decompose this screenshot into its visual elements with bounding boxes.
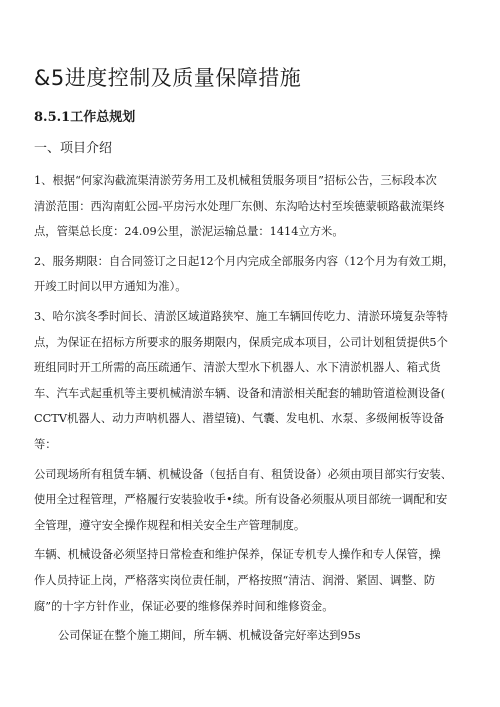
text-line: 车、汽车式起重机等主要机械清淤车辆、设备和清淤相关配套的辅助管道检测设备( [34,386,446,400]
text-line: 车辆、机械设备必须坚持日常检查和维护保养，保证专机专人操作和专人保管，操 [34,548,441,562]
text-line: 等： [34,437,57,451]
section-subheading: 8.5.1工作总规划 [34,110,136,125]
text-line: 作人员持证上岗，严格落实岗位责任制，严格按照“清洁、润滑、紧固、调整、防 [34,573,436,587]
text-line: 开竣工时间以甲方通知为准）。 [34,280,187,294]
text-line: 点，管渠总长度：24.09公里，淤泥运输总量：1414立方米。 [34,225,344,239]
text-line: CCTV机器人、动力声呐机器人、潜望镜)、气囊、发电机、水泵、多级闸板等设备 [34,412,445,426]
paragraph-2 [34,249,460,300]
text-line: 公司现场所有租赁车辆、机械设备（包括自有、租赁设备）必须由项目部实行安装、 [34,467,452,481]
document-title: &5进度控制及质量保障措施 [34,66,302,90]
paragraph-5 [34,542,460,619]
text-line: 3、哈尔滨冬季时间长、清淤区域道路狭窄、施工车辆回传吃力、清淤环境复杂等特 [34,309,448,323]
text-line: 清淤范围：西沟南虹公园-平房污水处理厂东侧、东沟哈达村至埃德蒙顿路截流渠终 [34,199,445,213]
text-line: 点，为保证在招标方所要求的服务期限内，保质完成本项目，公司计划租赁提供5个 [34,335,448,349]
paragraph-1 [34,168,460,245]
paragraph-6 [34,623,460,649]
section-heading: 一、项目介绍 [34,141,113,156]
text-line: 公司保证在整个施工期间，所车辆、机械设备完好率达到95s [58,629,361,643]
paragraph-4 [34,462,460,539]
text-line: 腐”的十字方针作业，保证必要的维修保养时间和维修资金。 [34,599,334,613]
text-line: 班组同时开工所需的高压疏通乍、清淤大型水下机器人、水下清淤机器人、箱式货 [34,361,441,375]
paragraph-3 [34,304,460,458]
text-line: 1、根据“何家沟截流渠清淤劳务用工及机械租赁服务项目”招标公告，三标段本次 [34,174,437,187]
text-line: 2、服务期限：自合同签订之日起12个月内完成全部服务内容（12个月为有效工期， [34,254,455,268]
text-line: 使用全过程管理，严格履行安装验收手•续。所有设备必须服从项目部统一调配和安 [34,493,448,507]
text-line: 全管理，遵守安全操作规程和相关安全生产管理制度。 [34,518,306,532]
